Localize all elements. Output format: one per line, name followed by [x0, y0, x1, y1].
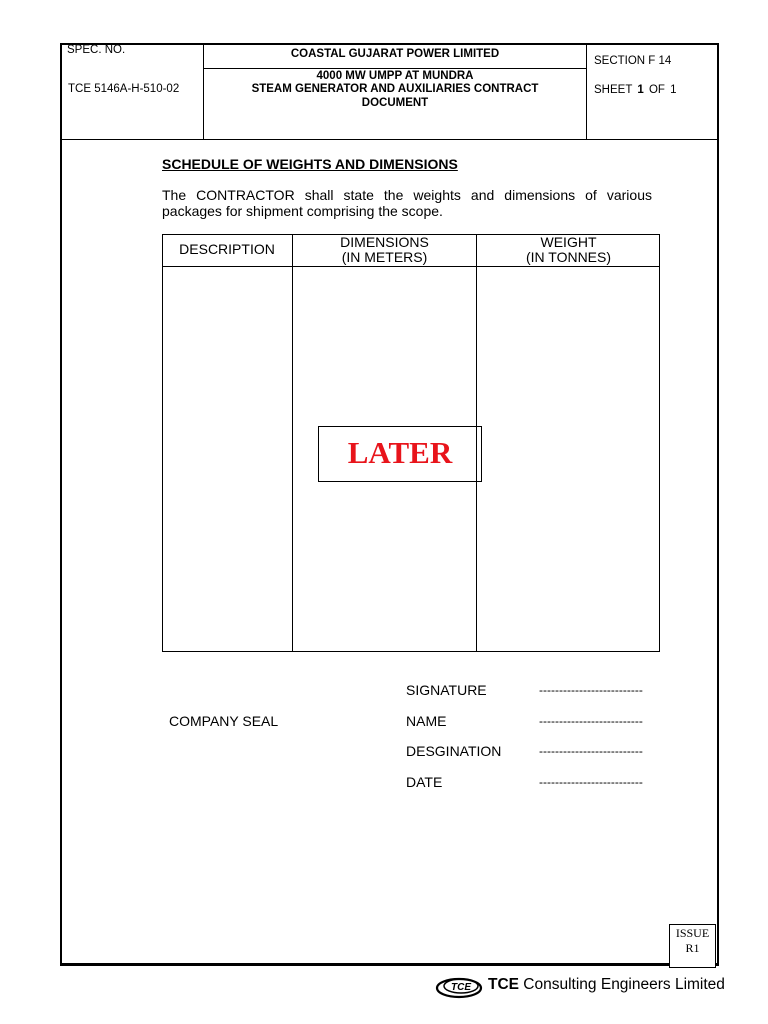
company-seal-label: COMPANY SEAL [169, 713, 279, 729]
signature-line: -------------------------- [539, 683, 643, 697]
tce-logo-mark: TCE [451, 982, 471, 993]
column-header-description [162, 242, 292, 257]
sheet-info [594, 84, 677, 96]
date-label: DATE [406, 774, 443, 790]
spec-no-label: SPEC. NO. [67, 44, 126, 56]
name-label: NAME [406, 713, 447, 729]
sheet-total: 1 [670, 84, 677, 96]
column-header-line2: (IN TONNES) [525, 249, 612, 265]
sheet-label: SHEET [594, 84, 633, 96]
name-line: -------------------------- [539, 714, 643, 728]
column-header-weight [477, 235, 660, 265]
tce-logo-icon [434, 975, 484, 999]
later-stamp: LATER [318, 426, 482, 482]
designation-label: DESGINATION [406, 743, 502, 759]
column-header-line1: DIMENSIONS [340, 234, 429, 250]
column-header-line1: DESCRIPTION [179, 241, 275, 257]
project-line-3: DOCUMENT [361, 97, 429, 109]
schedule-title: SCHEDULE OF WEIGHTS AND DIMENSIONS [162, 156, 458, 172]
company-name: COASTAL GUJARAT POWER LIMITED [290, 48, 500, 60]
date-line: -------------------------- [539, 775, 643, 789]
sheet-of: OF [648, 84, 665, 96]
project-line-2: STEAM GENERATOR AND AUXILIARIES CONTRACT [251, 83, 539, 95]
table-col-divider-1 [292, 234, 293, 652]
issue-label: ISSUE [675, 926, 710, 940]
tce-company-name [488, 976, 725, 994]
column-header-dimensions [293, 235, 476, 265]
designation-line: -------------------------- [539, 744, 643, 758]
header-bottom-divider [60, 139, 719, 140]
tce-company-rest: Consulting Engineers Limited [519, 976, 725, 993]
issue-value: R1 [685, 941, 700, 955]
intro-paragraph: The CONTRACTOR shall state the weights and dimensions of various packages for shipment comprising the scope. [162, 187, 652, 219]
column-header-line2: (IN METERS) [341, 249, 428, 265]
project-line-1: 4000 MW UMPP AT MUNDRA [316, 70, 474, 82]
section-number: SECTION F 14 [594, 55, 672, 67]
table-header-divider [162, 266, 660, 267]
column-header-line1: WEIGHT [540, 234, 597, 250]
signature-label: SIGNATURE [406, 682, 487, 698]
sheet-number: 1 [637, 84, 644, 96]
issue-box [669, 924, 716, 968]
tce-company-bold: TCE [488, 976, 519, 993]
header-col-divider-right [586, 43, 587, 140]
spec-no-value: TCE 5146A-H-510-02 [68, 83, 180, 95]
header-company-divider [203, 68, 587, 69]
